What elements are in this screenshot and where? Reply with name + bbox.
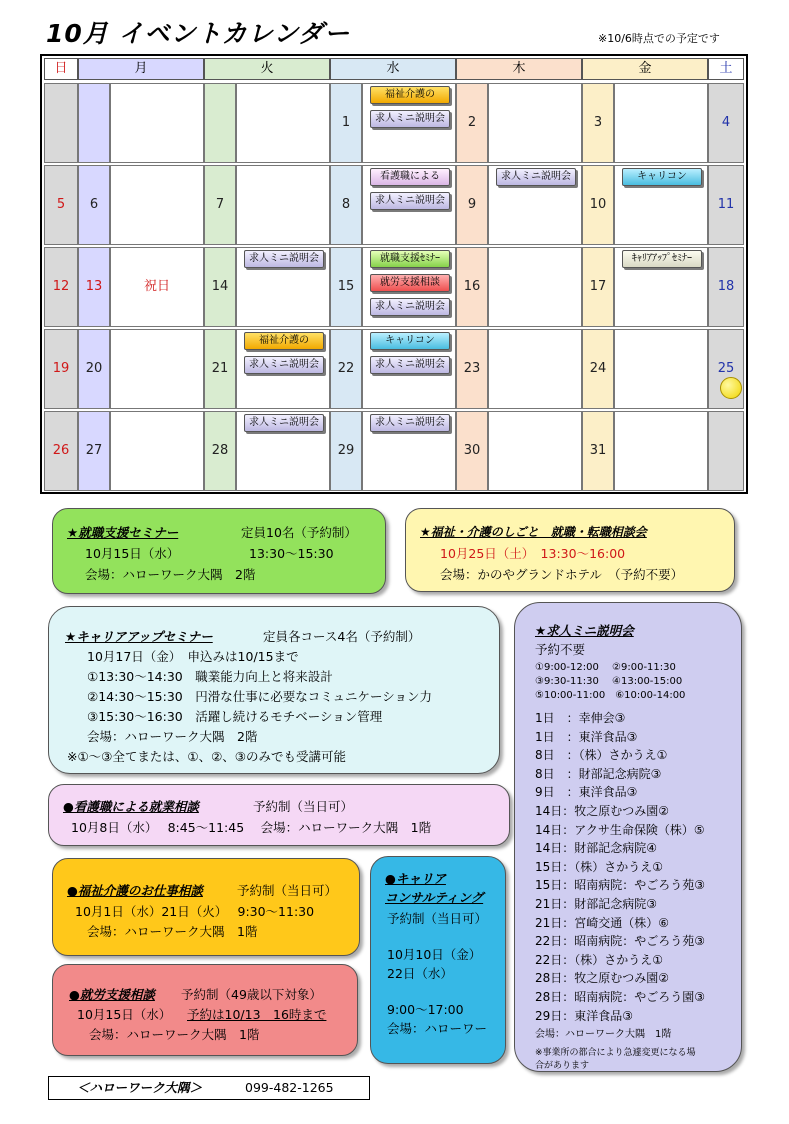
job-briefing-free: 予約不要 (535, 642, 586, 657)
career-consulting-reserve: 予約制（当日可） (387, 911, 488, 926)
header-mon: 月 (78, 58, 204, 80)
day-number: 4 (721, 115, 731, 130)
job-briefing-item: 21日：財部記念病院③ (535, 897, 658, 911)
day-number-cell (78, 83, 110, 163)
day-number: 26 (52, 443, 70, 458)
job-briefing-item: 15日：昭南病院：やごろう苑③ (535, 878, 706, 893)
day-number-cell (708, 411, 744, 491)
event-job-briefing-button[interactable]: 求人ミニ説明会 (244, 414, 324, 432)
job-briefing-item: 22日：昭南病院：やごろう苑③ (535, 934, 706, 949)
welfare-consult-reserve: 予約制（当日可） (237, 883, 338, 898)
welfare-consult-line: 10月1日（水）21日（火） 9:30～11:30 (75, 904, 315, 919)
day-number: 5 (56, 197, 66, 212)
day-number: 3 (593, 115, 603, 130)
career-consulting-time: 9:00～17:00 (387, 1002, 464, 1017)
career-seminar-course-3: ③15:30～16:30 活躍し続けるモチベーション管理 (87, 709, 383, 724)
job-briefing-item: 28日：昭南病院：やごろう園③ (535, 990, 706, 1004)
day-event-cell (488, 247, 582, 327)
career-seminar-venue: 会場：ハローワーク大隅 2階 (87, 729, 258, 744)
job-briefing-item: 29日：東洋食品③ (535, 1008, 634, 1023)
day-number: 28 (211, 443, 229, 458)
event-welfare-button[interactable]: 福祉介護の (370, 86, 450, 104)
day-number: 24 (589, 361, 607, 376)
nursing-consult-title: ●看護職による就業相談 (63, 799, 199, 814)
event-career-up-seminar-button[interactable]: ｷｬﾘｱｱｯﾌﾟｾﾐﾅｰ (622, 250, 702, 268)
day-number: 25 (717, 361, 735, 376)
job-briefing-item: 8日 ：（株）さかうえ① (535, 748, 668, 763)
day-number: 16 (463, 279, 481, 294)
employment-support-venue: 会場：ハローワーク大隅 1階 (89, 1027, 260, 1042)
career-seminar-title: ★キャリアアップセミナー (65, 629, 213, 644)
career-seminar-course-2: ②14:30～15:30 円滑な仕事に必要なコミュニケーション力 (87, 689, 433, 704)
job-briefing-item: 21日：宮崎交通（株）⑥ (535, 915, 670, 930)
day-number: 23 (463, 361, 481, 376)
day-number: 9 (467, 197, 477, 212)
event-welfare-button[interactable]: 福祉介護の (244, 332, 324, 350)
event-job-briefing-button[interactable]: 求人ミニ説明会 (370, 414, 450, 432)
career-consulting-title-2: コンサルティング (385, 890, 484, 905)
box-welfare-consult (52, 858, 360, 956)
job-briefing-item: 14日：牧之原むつみ園② (535, 804, 670, 818)
header-tue: 火 (204, 58, 330, 80)
day-event-cell (236, 83, 330, 163)
employment-support-title: ●就労支援相談 (69, 987, 155, 1002)
day-number: 11 (717, 197, 735, 212)
day-number-cell (204, 83, 236, 163)
day-number: 1 (341, 115, 351, 130)
welfare-fair-datetime: 10月25日（土） 13:30～16:00 (440, 546, 626, 561)
job-seminar-time: 13:30～15:30 (249, 546, 334, 561)
event-job-briefing-button[interactable]: 求人ミニ説明会 (244, 356, 324, 374)
day-number: 13 (85, 279, 103, 294)
box-nursing-consult (48, 784, 510, 846)
welfare-consult-title: ●福祉介護のお仕事相談 (67, 883, 203, 898)
event-job-briefing-button[interactable]: 求人ミニ説明会 (370, 110, 450, 128)
career-seminar-course-1: ①13:30～14:30 職業能力向上と将来設計 (87, 669, 333, 684)
job-briefing-item: 1日 ：幸伸会③ (535, 711, 626, 725)
footer-contact (48, 1076, 370, 1100)
day-number-cell (44, 83, 78, 163)
day-event-cell (614, 83, 708, 163)
holiday-label: 祝日 (143, 279, 170, 294)
event-calendar (40, 54, 748, 494)
job-seminar-capacity: 定員10名（予約制） (241, 525, 357, 540)
day-number: 30 (463, 443, 481, 458)
career-consulting-date-1: 10月10日（金） (387, 947, 482, 962)
job-seminar-venue: 会場：ハローワーク大隅 2階 (85, 567, 256, 582)
day-event-cell (488, 83, 582, 163)
career-consulting-date-2: 22日（水） (387, 966, 453, 981)
nursing-consult-reserve: 予約制（当日可） (253, 799, 354, 814)
day-number: 21 (211, 361, 229, 376)
as-of-note: ※10/6時点での予定です (598, 32, 720, 45)
nursing-consult-line: 10月8日（水） 8:45～11:45 会場：ハローワーク大隅 1階 (71, 820, 432, 835)
event-job-briefing-button[interactable]: 求人ミニ説明会 (370, 192, 450, 210)
job-briefing-item: 14日：財部記念病院④ (535, 841, 658, 856)
box-employment-support (52, 964, 358, 1056)
page-title: 10月 イベントカレンダー (46, 19, 351, 48)
day-number: 18 (717, 279, 735, 294)
employment-support-reserve: 予約制（49歳以下対象） (181, 987, 322, 1002)
header-wed: 水 (330, 58, 456, 80)
job-briefing-item: 28日：牧之原むつみ園② (535, 971, 670, 986)
event-career-consulting-button[interactable]: キャリコン (370, 332, 450, 350)
event-job-seminar-button[interactable]: 就職支援ｾﾐﾅｰ (370, 250, 450, 268)
job-briefing-item: 14日：アクサ生命保険（株）⑤ (535, 822, 705, 837)
header-thu: 木 (456, 58, 582, 80)
day-number: 10 (589, 197, 607, 212)
day-number: 2 (467, 115, 477, 130)
day-number: 14 (211, 279, 229, 294)
box-career-consulting (370, 856, 506, 1064)
job-briefing-item: 15日：（株）さかうえ① (535, 859, 664, 874)
day-number: 31 (589, 443, 607, 458)
job-seminar-title: ★就職支援セミナー (67, 525, 179, 540)
day-number: 12 (52, 279, 70, 294)
header-sat: 土 (708, 58, 744, 80)
event-job-briefing-button[interactable]: 求人ミニ説明会 (244, 250, 324, 268)
job-briefing-item: 1日 ：東洋食品③ (535, 729, 638, 744)
job-briefing-item: 8日 ：財部記念病院③ (535, 766, 662, 781)
day-event-cell (488, 329, 582, 409)
job-briefing-slot: ⑤10:00-11:00 ⑥10:00-14:00 (535, 690, 686, 701)
day-event-cell (488, 411, 582, 491)
box-job-seminar (52, 508, 386, 594)
day-event-cell (110, 165, 204, 245)
job-seminar-date: 10月15日（水） (85, 546, 180, 561)
day-number: 22 (337, 361, 355, 376)
day-number: 7 (215, 197, 225, 212)
day-event-cell (614, 411, 708, 491)
job-briefing-note-1: ※事業所の都合により急遽変更になる場 (535, 1048, 696, 1058)
job-briefing-item: 22日：（株）さかうえ① (535, 952, 664, 967)
day-event-cell (110, 83, 204, 163)
box-welfare-fair (405, 508, 735, 592)
employment-support-date: 10月15日（水） (77, 1007, 172, 1022)
event-nursing-button[interactable]: 看護職による (370, 168, 450, 186)
career-seminar-date: 10月17日（金） 申込みは10/15まで (87, 649, 299, 664)
highlight-dot-icon (720, 377, 742, 399)
header-sun: 日 (44, 58, 78, 80)
box-job-briefing (514, 602, 742, 1072)
career-consulting-venue: 会場：ハローワー (387, 1021, 488, 1036)
job-briefing-slot: ③9:30-11:30 ④13:00-15:00 (535, 676, 683, 687)
day-number: 6 (89, 197, 99, 212)
day-number: 15 (337, 279, 355, 294)
job-briefing-item: 9日 ：東洋食品③ (535, 785, 638, 800)
event-job-briefing-button[interactable]: 求人ミニ説明会 (370, 356, 450, 374)
box-career-up-seminar (48, 606, 500, 774)
event-employment-support-button[interactable]: 就労支援相談 (370, 274, 450, 292)
career-seminar-capacity: 定員各コース4名（予約制） (263, 629, 421, 644)
day-number: 27 (85, 443, 103, 458)
event-career-consulting-button[interactable]: キャリコン (622, 168, 702, 186)
day-event-cell (110, 329, 204, 409)
career-consulting-title-1: ●キャリア (385, 871, 446, 886)
job-briefing-slot: ①9:00-12:00 ②9:00-11:30 (535, 662, 676, 673)
employment-support-deadline: 予約は10/13 16時まで (187, 1007, 327, 1022)
welfare-fair-title: ★福祉・介護のしごと 就職・転職相談会 (420, 525, 647, 539)
day-number: 17 (589, 279, 607, 294)
header-fri: 金 (582, 58, 708, 80)
day-number: 29 (337, 443, 355, 458)
job-briefing-note-2: 合があります (535, 1061, 590, 1071)
footer-office-name: ＜ハローワーク大隅＞ (77, 1080, 203, 1095)
job-briefing-title: ★求人ミニ説明会 (535, 623, 634, 638)
day-event-cell (110, 411, 204, 491)
day-number: 8 (341, 197, 351, 212)
event-job-briefing-button[interactable]: 求人ミニ説明会 (370, 298, 450, 316)
job-briefing-venue: 会場：ハローワーク大隅 1階 (535, 1029, 672, 1040)
day-number: 19 (52, 361, 70, 376)
career-seminar-note: ※①～③全てまたは、①、②、③のみでも受講可能 (67, 749, 347, 764)
welfare-consult-venue: 会場：ハローワーク大隅 1階 (87, 924, 258, 939)
footer-phone: 099-482-1265 (245, 1080, 334, 1095)
day-event-cell (236, 165, 330, 245)
event-job-briefing-button[interactable]: 求人ミニ説明会 (496, 168, 576, 186)
day-number: 20 (85, 361, 103, 376)
day-event-cell (614, 329, 708, 409)
welfare-fair-venue: 会場：かのやグランドホテル （予約不要） (440, 567, 684, 582)
